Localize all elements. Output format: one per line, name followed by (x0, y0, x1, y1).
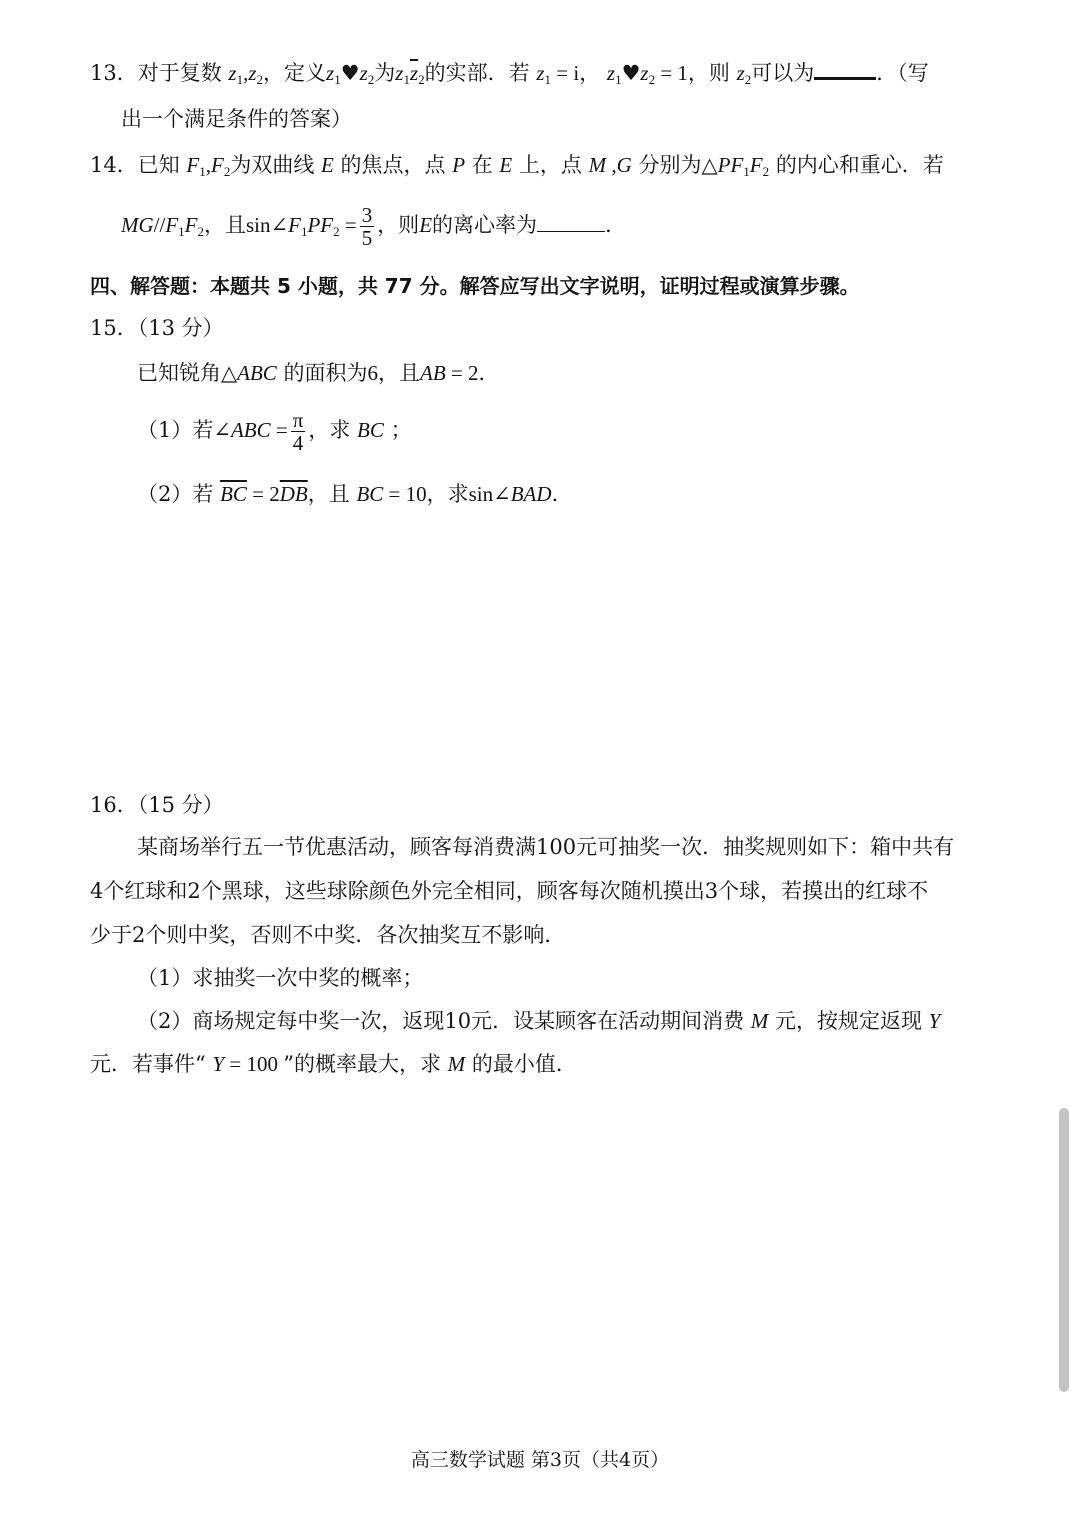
q14-line-2: $MG//F_1F_2$，且$\sin\angle F_1PF_2$ = $\frac{3}{5}$ ，则E的离心率为 . (121, 203, 612, 250)
q13-line-1: 13．对于复数 $z_1,z_2$，定义$z_1♥z_2$为$z_1\overline{z}_2$的实部．若 $z_1 = i$， $z_1♥z_2 = 1$，则 $z_2$可以为 ．（写 (90, 61, 929, 87)
answer-blank (537, 213, 605, 232)
q13-number: 13． (90, 61, 138, 85)
q14-number: 14． (90, 153, 138, 177)
q16-part-2-line-2: 元．若事件“ Y = 100 ”的概率最大，求 M 的最小值． (90, 1052, 577, 1076)
q14-line-1: 14．已知 $F_1,F_2$为双曲线 E 的焦点，点 P 在 E 上，点 M ,G 分别为$\triangle PF_1F_2$ 的内心和重心．若 (90, 153, 944, 179)
section-heading: 四、解答题：本题共 5 小题，共 77 分。解答应写出文字说明，证明过程或演算步骤。 (90, 274, 860, 298)
q16-line-1: 某商场举行五一节优惠活动，顾客每消费满100元可抽奖一次．抽奖规则如下：箱中共有 (137, 835, 955, 859)
q16-part-2-line-1: （2）商场规定每中奖一次，返现10元．设某顾客在活动期间消费 M 元，按规定返现 Y (137, 1009, 941, 1033)
q16-line-3: 少于2个则中奖，否则不中奖．各次抽奖互不影响． (90, 923, 566, 947)
q15-part-2: （2）若 $\overline{BC} = 2\overline{DB}$，且 BC = 10，求sin∠BAD． (137, 482, 573, 506)
q16-line-2: 4个红球和2个黑球，这些球除颜色外完全相同，顾客每次随机摸出3个球，若摸出的红球不 (90, 879, 929, 903)
fraction-3-5: $\frac{3}{5}$ (361, 203, 373, 250)
scrollbar-thumb[interactable] (1059, 1108, 1069, 1392)
q15-header: 15．（13 分） (90, 316, 224, 340)
page-footer: 高三数学试题 第3页（共4页） (410, 1449, 670, 1471)
q15-part-1: （1）若∠ABC = $\frac{\pi}{4}$ ，求 BC ； (137, 408, 412, 455)
answer-blank (814, 59, 876, 80)
q16-part-1: （1）求抽奖一次中奖的概率； (137, 966, 424, 990)
q16-header: 16．（15 分） (90, 793, 224, 817)
fraction-pi-4: $\frac{\pi}{4}$ (292, 408, 304, 455)
q15-stem: 已知锐角△ABC 的面积为6，且AB = 2． (137, 361, 500, 385)
q13-line-2: 出一个满足条件的答案） (121, 107, 352, 131)
